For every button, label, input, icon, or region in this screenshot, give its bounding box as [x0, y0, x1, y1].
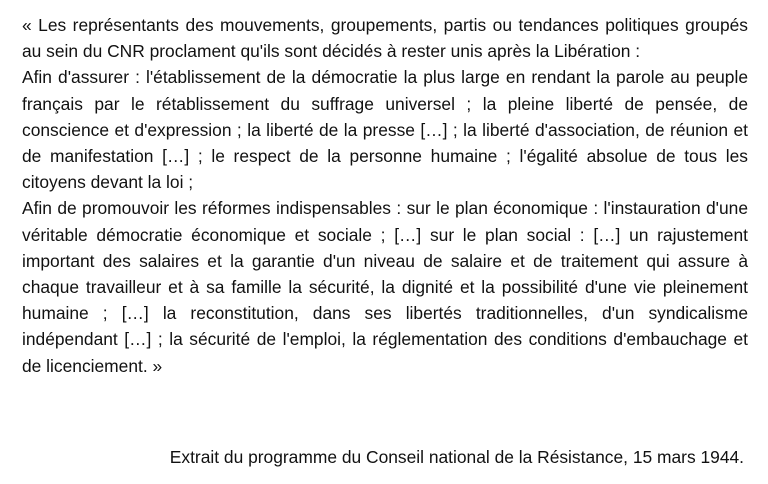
paragraph-promouvoir: Afin de promouvoir les réformes indispensables : sur le plan économique : l'instauration d'une véritable démocratie économique et sociale ; […] sur le plan social : […] un rajustement important des salaires et la garantie d'un niveau de salaire et de traitement qui assure à chaque travailleur et à sa famille la sécurité, la dignité et la possibilité d'une vie pleinement humaine ; […] la reconstitution, dans ses libertés traditionnelles, d'un syndicalisme indépendant […] ; la sécurité de l'emploi, la réglementation des conditions d'embauchage et de licenciement. »: [22, 198, 748, 376]
source-citation: Extrait du programme du Conseil national de la Résistance, 15 mars 1944.: [169, 447, 744, 467]
quotation-block: [22, 12, 748, 379]
document-body: [22, 12, 748, 379]
paragraph-intro: « Les représentants des mouvements, groupements, partis ou tendances politiques groupés au sein du CNR proclament qu'ils sont décidés à rester unis après la Libération :: [22, 15, 748, 62]
paragraph-assurer: Afin d'assurer : l'établissement de la démocratie la plus large en rendant la parole au peuple français par le rétablissement du suffrage universel ; la pleine liberté de pensée, de conscience et d'expression ; la liberté de la presse […] ; la liberté d'association, de réunion et de manifestation […] ; le respect de la personne humaine ; l'égalité absolue de tous les citoyens devant la loi ;: [22, 67, 748, 193]
